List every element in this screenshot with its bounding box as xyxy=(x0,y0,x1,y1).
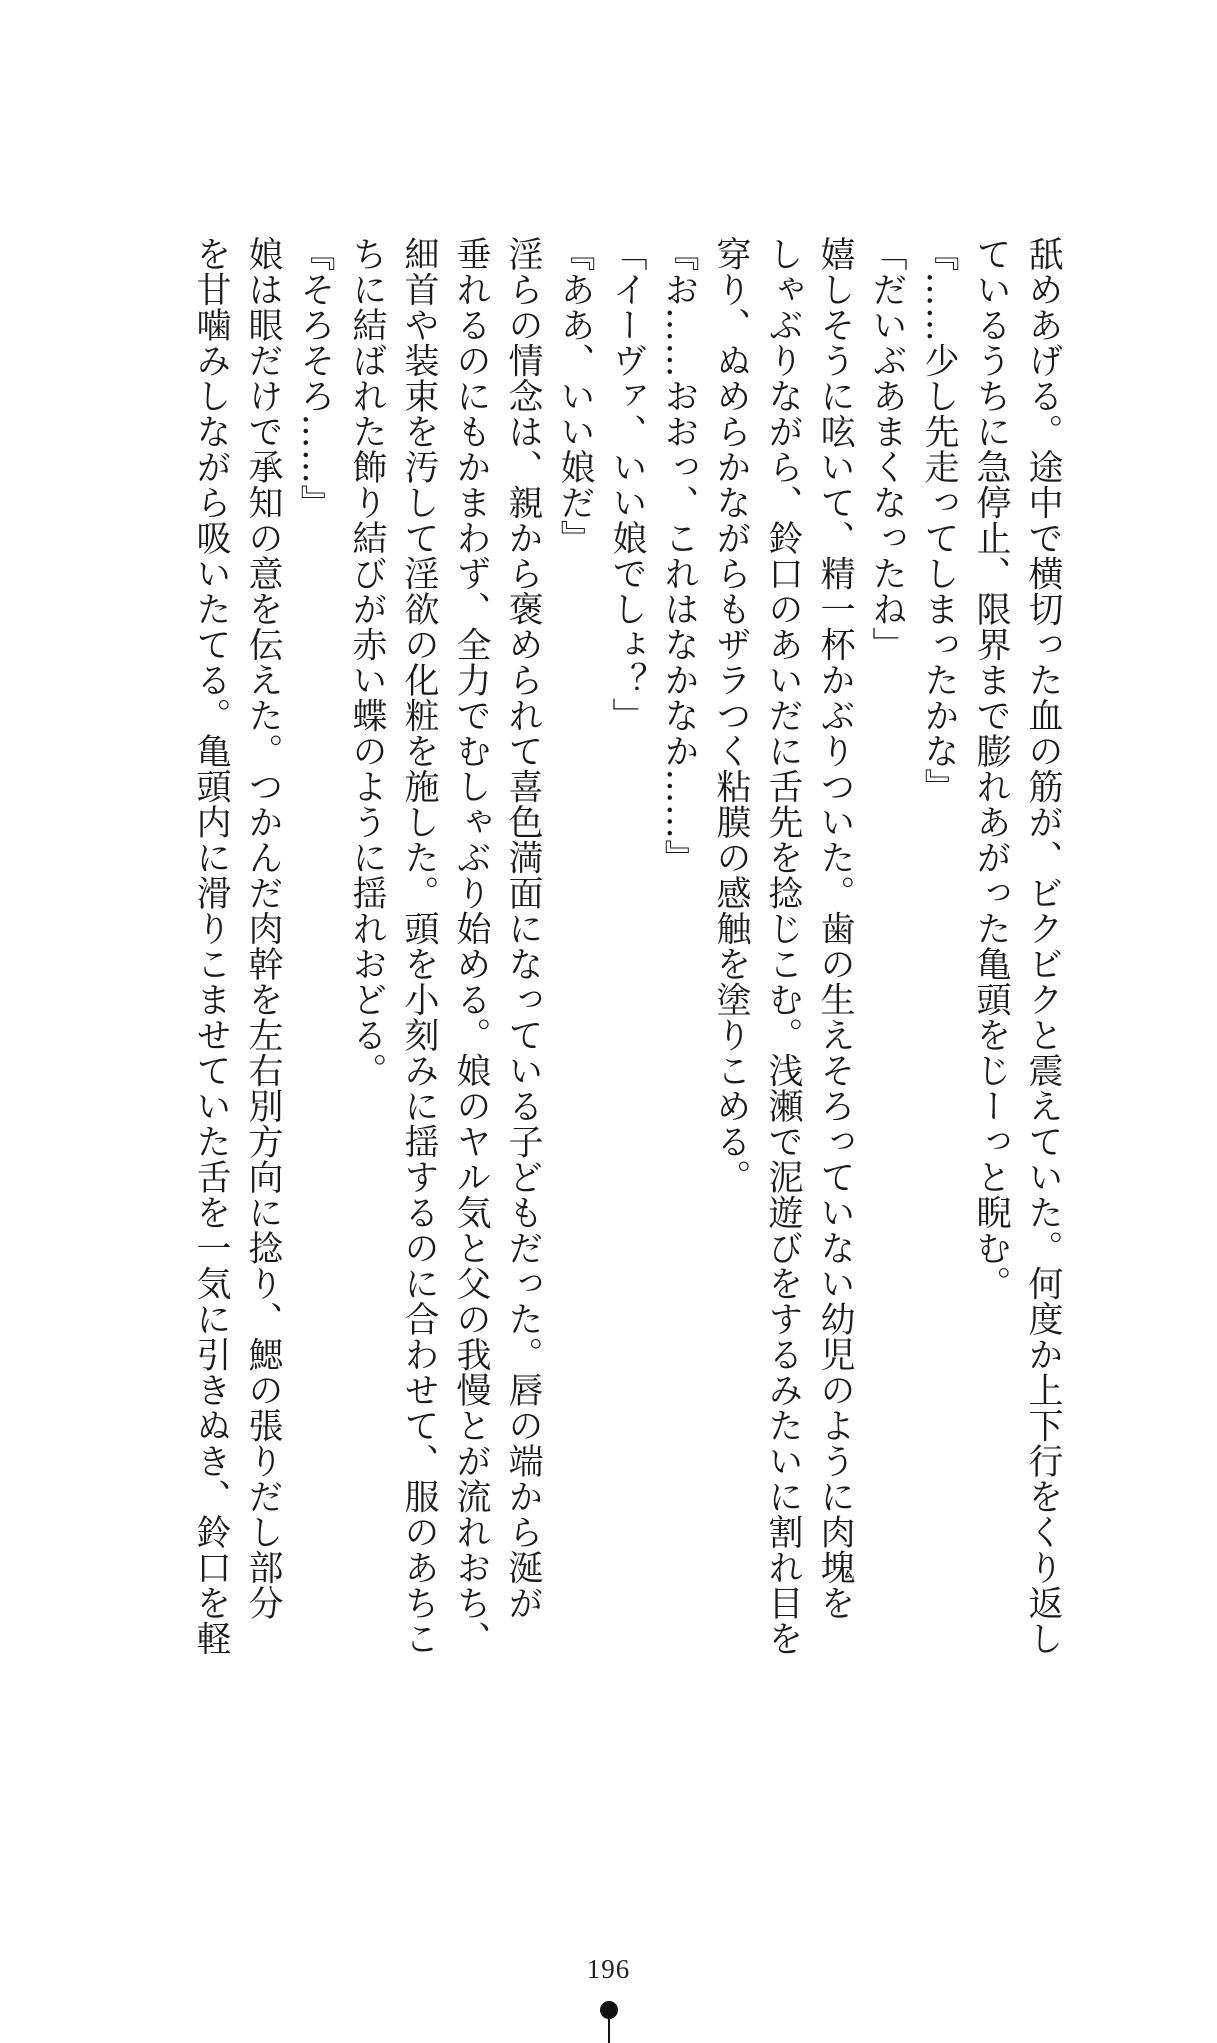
text-line: 娘は眼だけで承知の意を伝えた。つかんだ肉幹を左右別方向に捻り、鰓の張りだし部分 xyxy=(243,236,283,1621)
text-line: 『……少し先走ってしまったかな』 xyxy=(919,236,959,804)
text-line: 穿り、ぬめらかながらもザラつく粘膜の感触を塗りこめる。 xyxy=(711,236,751,1195)
text-line: 垂れるのにもかまわず、全力でむしゃぶり始める。娘のヤル気と父の我慢とが流れおち、 xyxy=(451,236,491,1656)
text-line: 「イーヴァ、いい娘でしょ？」 xyxy=(607,236,647,733)
text-line: 細首や装束を汚して淫欲の化粧を施した。頭を小刻みに揺するのに合わせて、服のあちこ xyxy=(399,236,439,1656)
text-line: 淫らの情念は、親から褒められて喜色満面になっている子どもだった。唇の端から涎が xyxy=(503,236,543,1621)
text-line: 舐めあげる。途中で横切った血の筋が、ビクビクと震えていた。何度か上下行をくり返し xyxy=(1023,236,1063,1656)
text-line: 『お……おおっ、これはなかなか……』 xyxy=(659,236,699,875)
text-line: 「だいぶあまくなったね」 xyxy=(867,236,907,662)
text-line: しゃぶりながら、鈴口のあいだに舌先を捻じこむ。浅瀬で泥遊びをするみたいに割れ目を xyxy=(763,236,803,1656)
text-line: を甘噛みしながら吸いたてる。亀頭内に滑りこませていた舌を一気に引きぬき、鈴口を軽 xyxy=(191,236,231,1656)
text-line: 『ああ、いい娘だ』 xyxy=(555,236,595,556)
text-line: ちに結ばれた飾り結びが赤い蝶のように揺れおどる。 xyxy=(347,236,387,1088)
page-marker-stem xyxy=(608,2016,610,2043)
text-line: 『そろそろ……』 xyxy=(295,236,335,520)
vertical-text-body xyxy=(119,236,1069,1706)
page-number: 196 xyxy=(586,1954,631,1984)
text-line: 嬉しそうに呟いて、精一杯かぶりついた。歯の生えそろっていない幼児のように肉塊を xyxy=(815,236,855,1621)
text-line: ているうちに急停止、限界まで膨れあがった亀頭をじーっと睨む。 xyxy=(971,236,1011,1301)
